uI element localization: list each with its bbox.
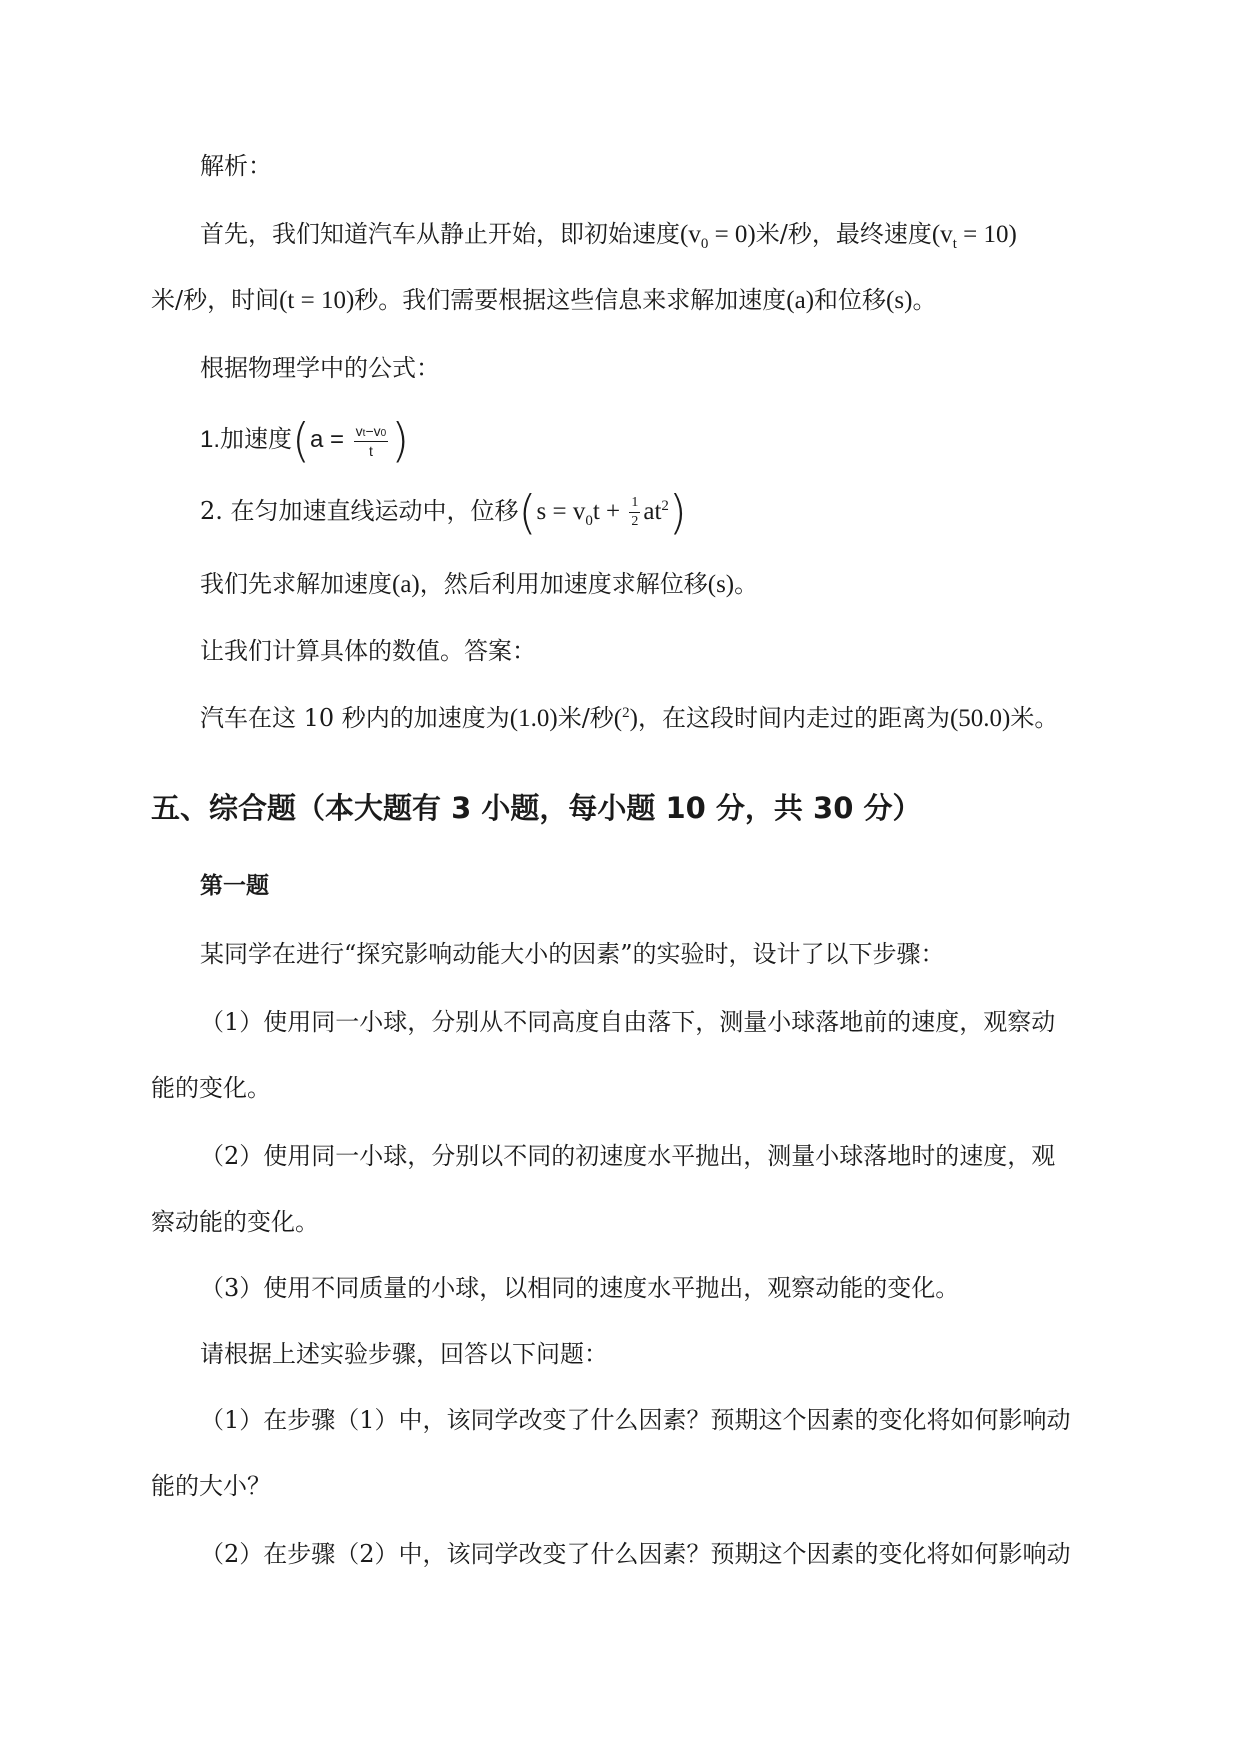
step-1-line-2: 能的变化。 [151,1074,271,1102]
formula-intro: 根据物理学中的公式： [200,354,440,382]
question-2-line-1: （2）在步骤（2）中，该同学改变了什么因素？预期这个因素的变化将如何影响动 [200,1540,1071,1568]
half-fraction: $\frac{1}{2}$ [631,495,639,529]
final-velocity-expr: $(v_t = 10)$ [931,221,1017,252]
formula-acceleration: 1.加速度(a = $\frac{vt-v0}{t}$ ) [200,413,410,468]
question-1-line-2: 能的大小？ [151,1472,271,1500]
question-title: 第一题 [200,873,269,899]
step-1-line-1: （1）使用同一小球，分别从不同高度自由落下，测量小球落地前的速度，观察动 [200,1008,1056,1036]
analysis-paragraph-1: 首先，我们知道汽车从静止开始，即初始速度$(v_0 = 0)$米/秒，最终速度$(v_t = 10)$ [200,220,1017,252]
initial-velocity-expr: $(v_0 = 0)$ [680,221,756,252]
step-2-line-1: （2）使用同一小球，分别以不同的初速度水平抛出，测量小球落地时的速度，观 [200,1142,1056,1170]
calc-intro: 让我们计算具体的数值。答案： [200,637,536,665]
formula-displacement: 2. 在匀加速直线运动中，位移($s = v_0t$ + $\frac{1}{2}$ $at^2$) [200,485,687,540]
answer-line: 汽车在这 10 秒内的加速度为(1.0)米/秒($^2$)，在这段时间内走过的距离为(50.0)米。 [200,704,1059,732]
acceleration-fraction: $\frac{vt-v0}{t}$ [355,422,387,459]
analysis-label: 解析： [200,152,272,180]
question-intro: 某同学在进行“探究影响动能大小的因素”的实验时，设计了以下步骤： [200,940,945,968]
section-heading: 五、综合题（本大题有 3 小题，每小题 10 分，共 30 分） [151,791,922,825]
question-1-line-1: （1）在步骤（1）中，该同学改变了什么因素？预期这个因素的变化将如何影响动 [200,1406,1071,1434]
step-3: （3）使用不同质量的小球，以相同的速度水平抛出，观察动能的变化。 [200,1274,960,1302]
solve-order-text: 我们先求解加速度(a)，然后利用加速度求解位移(s)。 [200,570,759,598]
step-2-line-2: 察动能的变化。 [151,1208,319,1236]
answer-prompt: 请根据上述实验步骤，回答以下问题： [200,1340,608,1368]
analysis-paragraph-1-cont: 米/秒，时间(t = 10)秒。我们需要根据这些信息来求解加速度(a)和位移(s)。 [151,286,937,314]
